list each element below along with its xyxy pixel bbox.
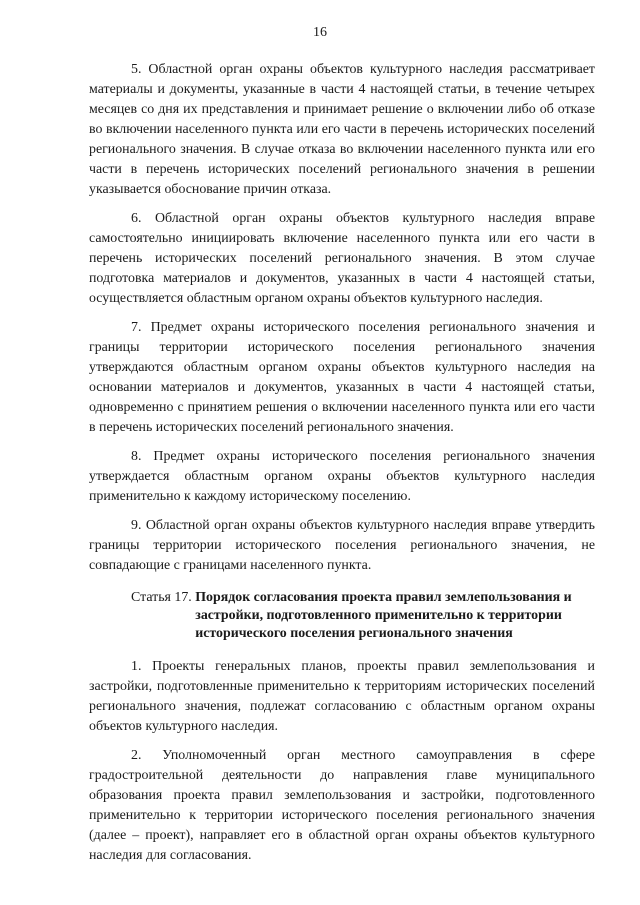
paragraph-9: 9. Областной орган охраны объектов культурного наследия вправе утвердить границы территории исторического поселения регионального значения, не совпадающие с границами населенного пункта.	[89, 518, 595, 573]
paragraph-7: 7. Предмет охраны исторического поселения регионального значения и границы территории исторического поселения регионального значения утверждаются областным органом охраны объектов культурного наследия на основании материалов и документов, указанных в части 4 настоящей статьи, одновременно с принятием решения о включении населенного пункта или его части в перечень исторических поселений регионального значения.	[89, 320, 595, 435]
article-paragraph-1: 1. Проекты генеральных планов, проекты правил землепользования и застройки, подготовленные применительно к территориям исторических поселений регионального значения, подлежат согласованию с областным органом охраны объектов культурного наследия.	[89, 659, 595, 734]
article-paragraph-2: 2. Уполномоченный орган местного самоуправления в сфере градостроительной деятельности до направления главе муниципального образования проекта правил землепользования и застройки, подготовленного применительно к территории исторического поселения регионального значения (далее – проект), направляет его в областной орган охраны объектов культурного наследия для согласования.	[89, 748, 595, 863]
article-heading	[131, 589, 595, 643]
paragraph-8: 8. Предмет охраны исторического поселения регионального значения утверждается областным органом охраны объектов культурного наследия применительно к каждому историческому поселению.	[89, 449, 595, 504]
page-number: 16	[313, 25, 327, 40]
document-body	[89, 60, 595, 875]
article-title: Порядок согласования проекта правил землепользования и застройки, подготовленного применительно к территории исторического поселения регионального значения	[195, 590, 572, 641]
paragraph-5: 5. Областной орган охраны объектов культурного наследия рассматривает материалы и документы, указанные в части 4 настоящей статьи, в течение четырех месяцев со дня их представления и принимает решение о включении либо об отказе во включении населенного пункта или его части в перечень исторических поселений регионального значения. В случае отказа во включении населенного пункта или его части в перечень исторических поселений регионального значения в решении указывается обоснование причин отказа.	[89, 62, 595, 197]
article-label: Статья 17.	[131, 590, 196, 605]
paragraph-6: 6. Областной орган охраны объектов культурного наследия вправе самостоятельно инициировать включение населенного пункта или его части в перечень исторических поселений регионального значения. В этом случае подготовка материалов и документов, указанных в части 4 настоящей статьи, осуществляется областным органом охраны объектов культурного наследия.	[89, 211, 595, 306]
